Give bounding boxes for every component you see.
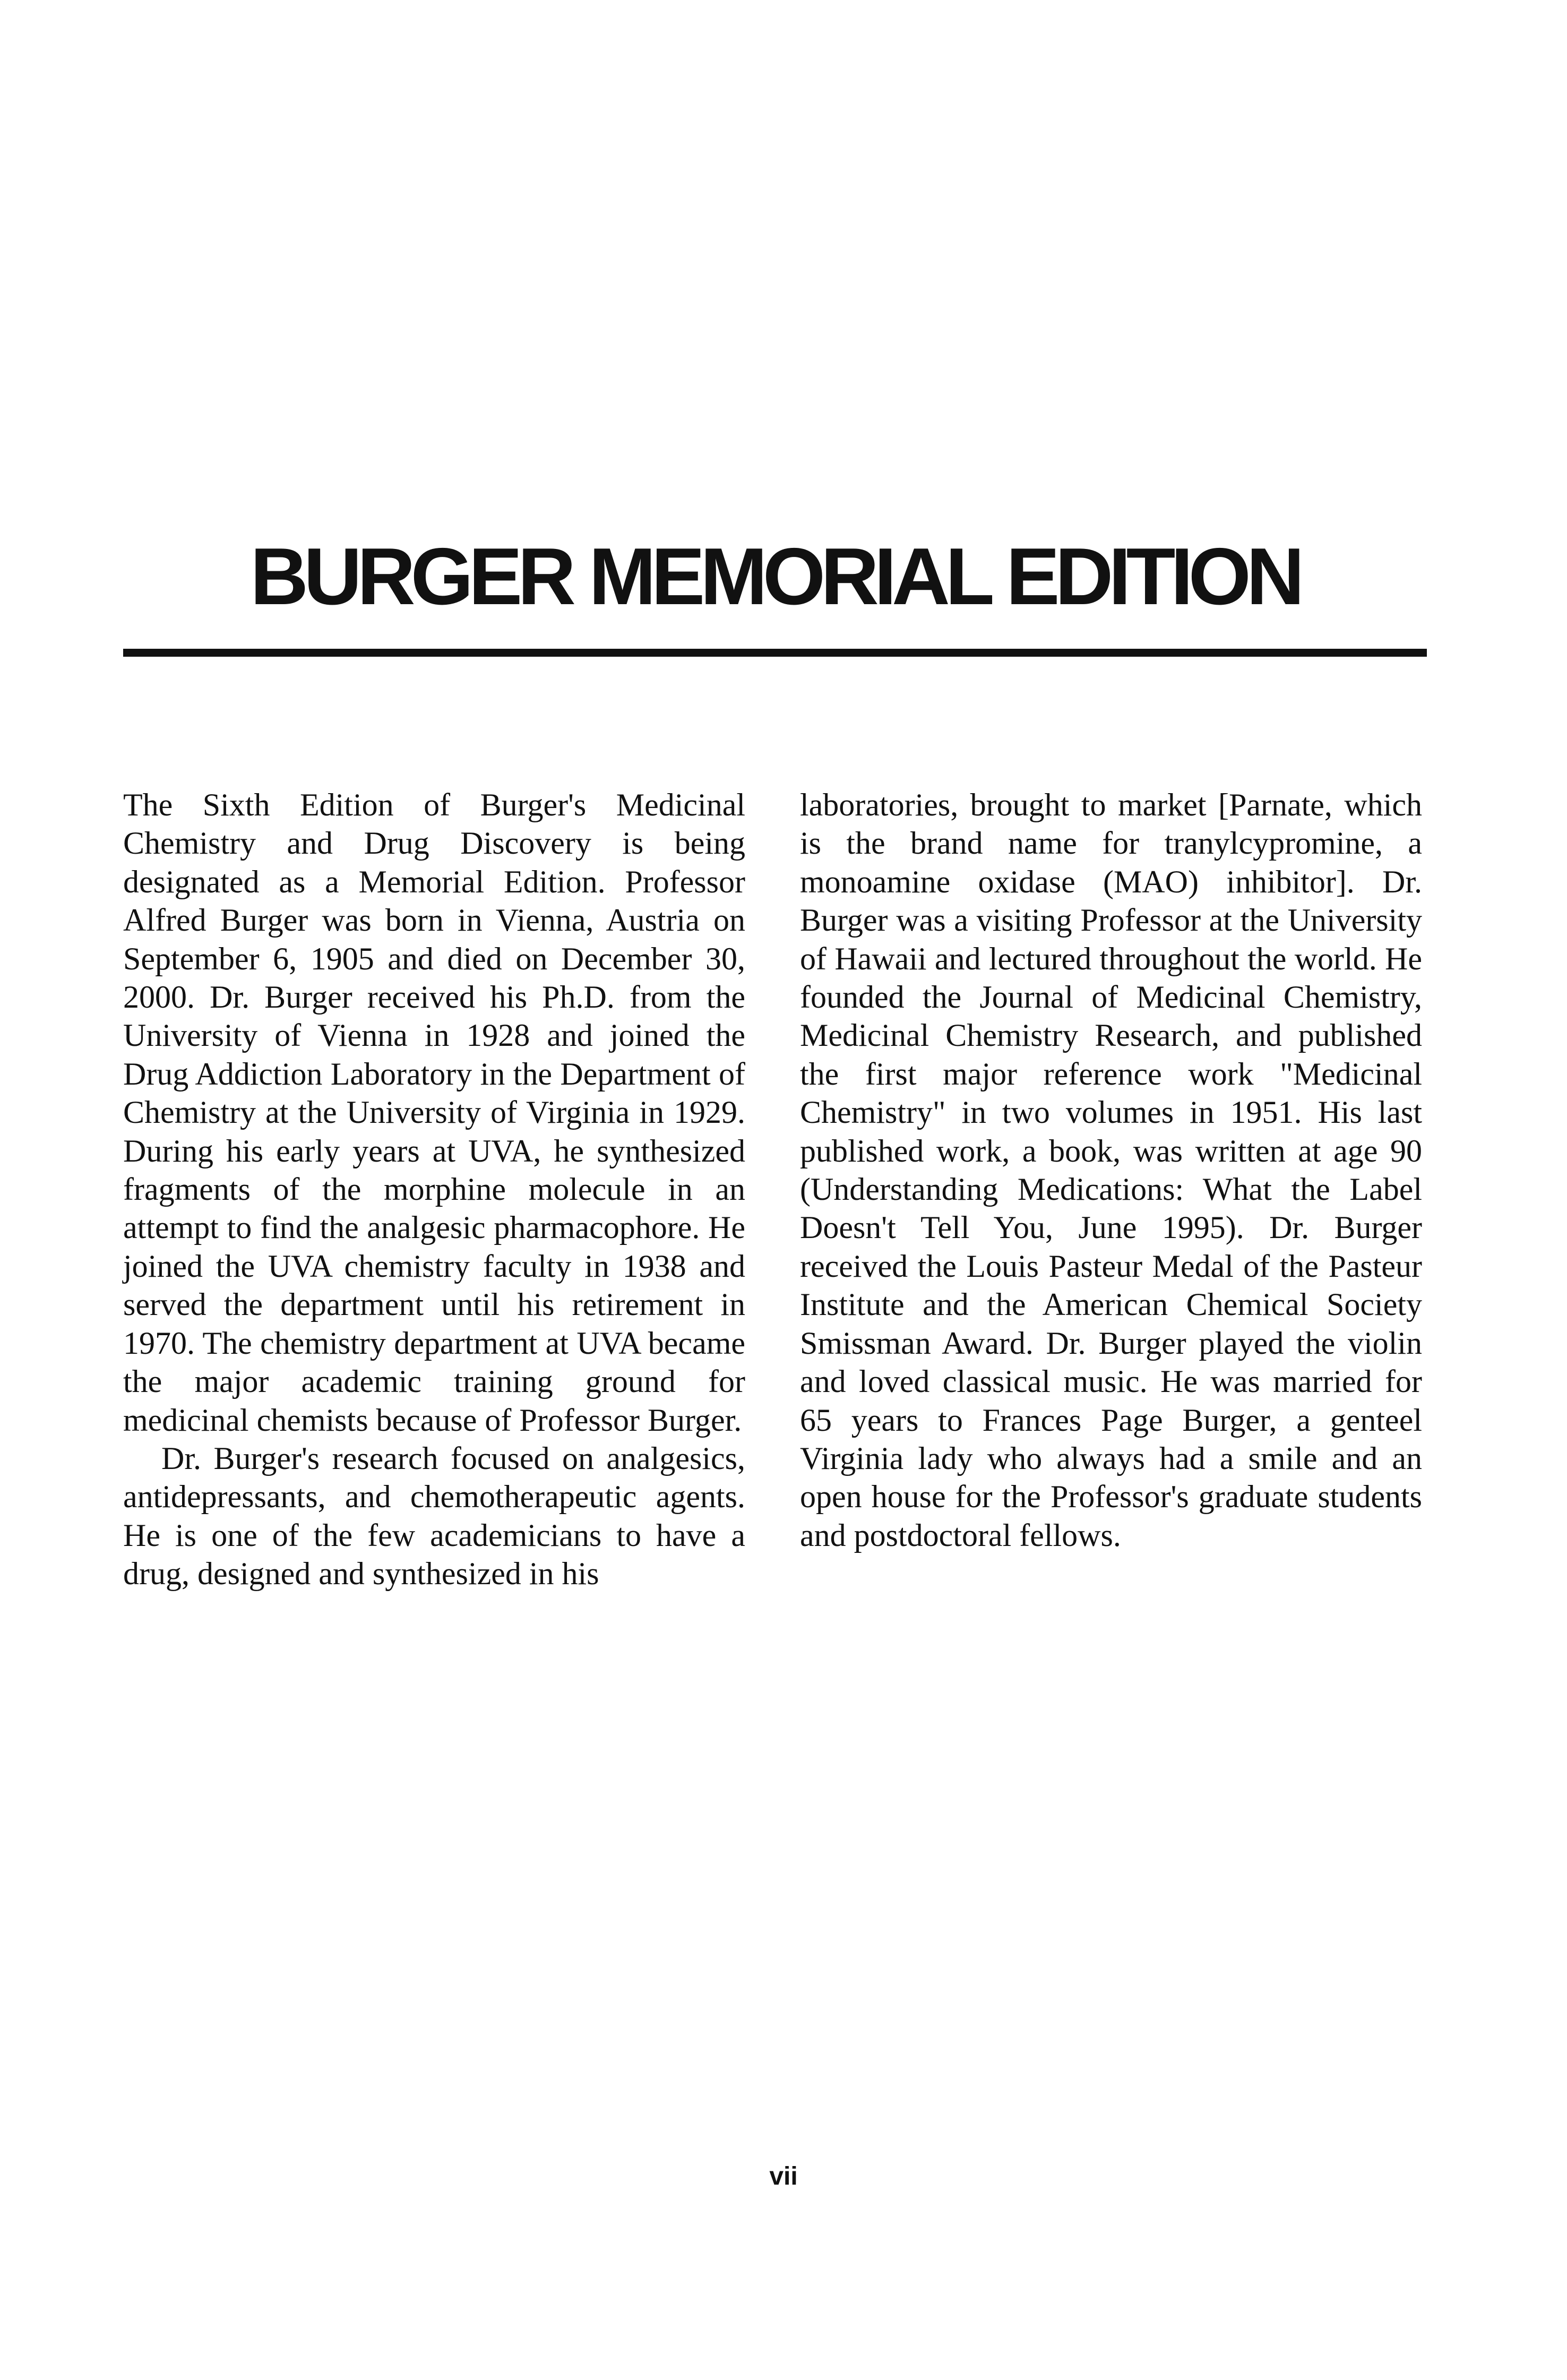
text-column-left <box>123 786 745 1593</box>
text-column-right <box>800 786 1422 1554</box>
page-number: vii <box>769 2162 798 2190</box>
title-rule <box>123 649 1427 657</box>
body-paragraph: laboratories, brought to market [Parnate, which is the brand name for tranylcypromine, a monoamine oxidase (MAO) inhibitor]. Dr. Burger was a visiting Professor at the University of Hawaii and lectured throughout the world. He founded the Journal of Medicinal Chemistry, Medicinal Chemistry Research, and published the first major reference work "Medicinal Chemistry" in two volumes in 1951. His last published work, a book, was written at age 90 (Understanding Medications: What the Label Doesn't Tell You, June 1995). Dr. Burger received the Louis Pasteur Medal of the Pasteur Institute and the American Chemical Society Smissman Award. Dr. Burger played the violin and loved classical music. He was married for 65 years to Frances Page Burger, a genteel Virginia lady who always had a smile and an open house for the Professor's graduate students and postdoctoral fellows. <box>800 787 1422 1553</box>
page-title: BURGER MEMORIAL EDITION <box>250 531 1300 622</box>
body-paragraph: The Sixth Edition of Burger's Medicinal Chemistry and Drug Discovery is being designated as a Memorial Edition. Professor Alfred Burger was born in Vienna, Austria on September 6, 1905 and died on December 30, 2000. Dr. Burger received his Ph.D. from the University of Vienna in 1928 and joined the Drug Addiction Laboratory in the Department of Chemistry at the University of Virginia in 1929. During his early years at UVA, he synthesized fragments of the morphine molecule in an attempt to find the analgesic pharmacophore. He joined the UVA chemistry faculty in 1938 and served the department until his retirement in 1970. The chemistry department at UVA became the major academic training ground for medicinal chemists because of Professor Burger. <box>123 787 745 1438</box>
body-paragraph: Dr. Burger's research focused on analgesics, antidepressants, and chemotherapeutic agents. He is one of the few academicians to have a drug, designed and synthesized in his <box>123 1440 745 1592</box>
